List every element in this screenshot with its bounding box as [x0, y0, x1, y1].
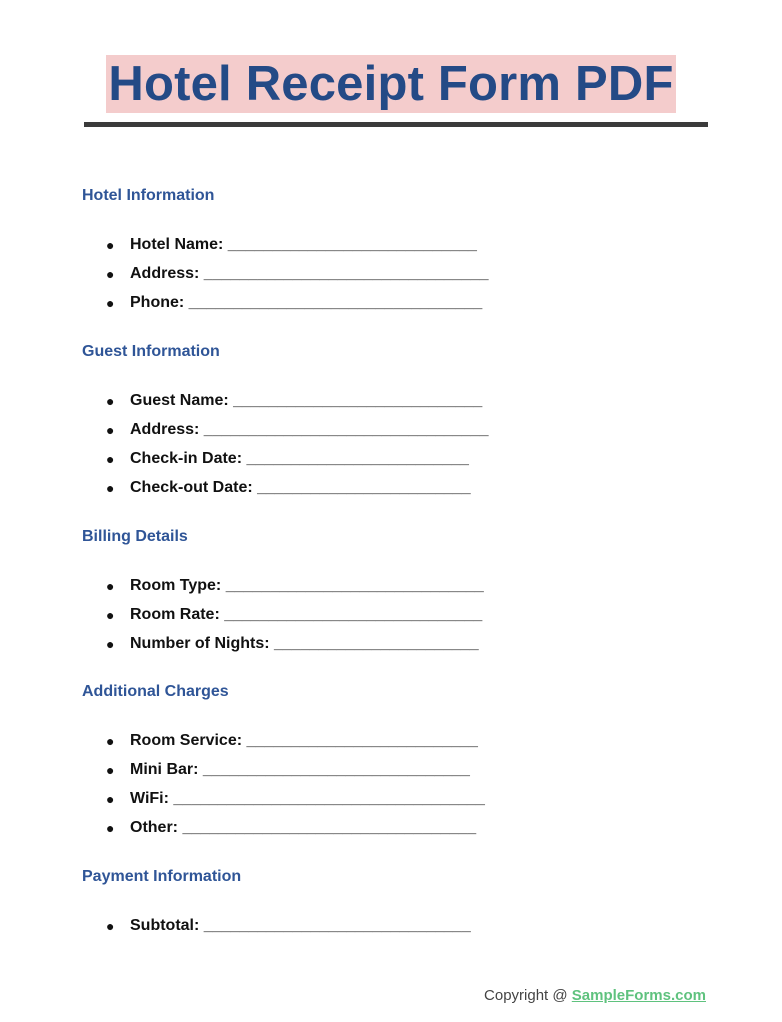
payment-information-list — [0, 916, 471, 945]
field-label: Check-in Date: _________________________ — [130, 450, 469, 467]
field-hotel-phone — [0, 293, 489, 322]
field-label: Hotel Name: ____________________________ — [130, 236, 477, 253]
field-hotel-name — [0, 235, 489, 264]
hotel-information-list — [0, 235, 489, 322]
field-check-out-date — [0, 478, 489, 507]
field-label: Subtotal: ______________________________ — [130, 917, 471, 934]
field-label: Guest Name: ____________________________ — [130, 392, 483, 409]
bullet-icon: ● — [106, 480, 115, 496]
brand-link[interactable]: SampleForms.com — [571, 987, 706, 1004]
field-label: WiFi: ___________________________________ — [130, 790, 485, 807]
field-label: Room Service: __________________________ — [130, 732, 478, 749]
bullet-icon: ● — [106, 393, 115, 409]
copyright-text: Copyright @ — [484, 987, 572, 1004]
bullet-icon: ● — [106, 791, 115, 807]
page-title: Hotel Receipt Form PDF — [108, 57, 674, 111]
field-room-rate — [0, 605, 484, 634]
section-heading-guest-information: Guest Information — [82, 343, 220, 360]
bullet-icon: ● — [106, 636, 115, 652]
field-label: Room Rate: _____________________________ — [130, 606, 483, 623]
field-hotel-address — [0, 264, 489, 293]
bullet-icon: ● — [106, 733, 115, 749]
bullet-icon: ● — [106, 578, 115, 594]
field-room-service — [0, 731, 485, 760]
guest-information-list — [0, 391, 489, 507]
title-divider — [84, 122, 708, 127]
footer-copyright — [484, 986, 706, 1006]
bullet-icon: ● — [106, 607, 115, 623]
bullet-icon: ● — [106, 451, 115, 467]
additional-charges-list — [0, 731, 485, 847]
field-number-of-nights — [0, 634, 484, 663]
bullet-icon: ● — [106, 295, 115, 311]
billing-details-list — [0, 576, 484, 663]
bullet-icon: ● — [106, 266, 115, 282]
field-label: Check-out Date: ________________________ — [130, 479, 471, 496]
field-check-in-date — [0, 449, 489, 478]
bullet-icon: ● — [106, 918, 115, 934]
section-heading-billing-details: Billing Details — [82, 528, 188, 545]
title-container — [0, 55, 782, 113]
field-label: Mini Bar: ______________________________ — [130, 761, 470, 778]
field-other — [0, 818, 485, 847]
field-subtotal — [0, 916, 471, 945]
bullet-icon: ● — [106, 820, 115, 836]
bullet-icon: ● — [106, 762, 115, 778]
field-label: Room Type: _____________________________ — [130, 577, 484, 594]
section-heading-payment-information: Payment Information — [82, 868, 242, 885]
section-heading-hotel-information: Hotel Information — [82, 187, 215, 204]
field-mini-bar — [0, 760, 485, 789]
field-guest-name — [0, 391, 489, 420]
field-label: Address: ________________________________ — [130, 265, 489, 282]
section-heading-additional-charges: Additional Charges — [82, 683, 229, 700]
field-label: Number of Nights: _______________________ — [130, 635, 479, 652]
field-room-type — [0, 576, 484, 605]
field-label: Other: _________________________________ — [130, 819, 477, 836]
field-label: Address: ________________________________ — [130, 421, 489, 438]
field-guest-address — [0, 420, 489, 449]
bullet-icon: ● — [106, 422, 115, 438]
field-label: Phone: _________________________________ — [130, 294, 483, 311]
field-wifi — [0, 789, 485, 818]
bullet-icon: ● — [106, 237, 115, 253]
